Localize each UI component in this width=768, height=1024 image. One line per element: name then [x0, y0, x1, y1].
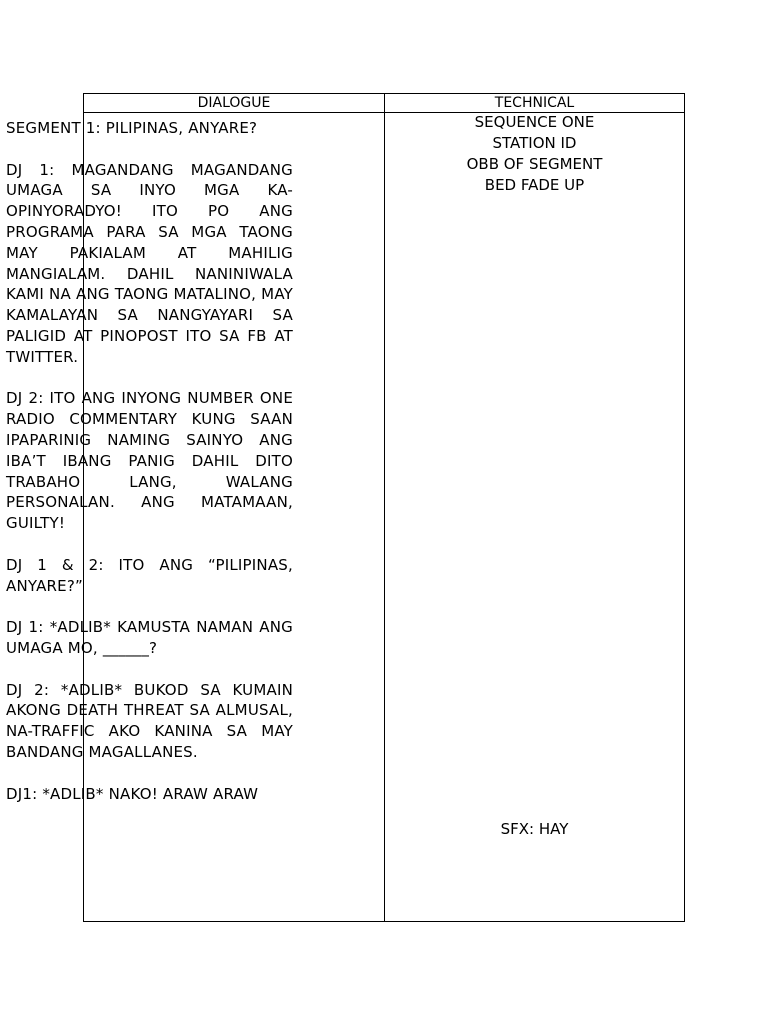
column-divider: [384, 94, 385, 921]
technical-cue: OBB OF SEGMENT: [466, 155, 603, 173]
technical-sfx-cue: SFX: HAY: [500, 820, 569, 838]
dialogue-column-header: DIALOGUE: [197, 95, 271, 111]
technical-column-header: TECHNICAL: [494, 95, 575, 111]
dialogue-line: DJ 2: *ADLIB* BUKOD SA KUMAIN AKONG DEATH THREAT SA ALMUSAL, NA-TRAFFIC AKO KANINA SA MAY BANDANG MAGALLANES.: [6, 680, 293, 761]
dialogue-line: DJ 1: *ADLIB* KAMUSTA NAMAN ANG UMAGA MO, ______?: [6, 618, 293, 657]
technical-cue: SEQUENCE ONE: [474, 113, 595, 131]
dialogue-line: DJ 1 & 2: ITO ANG “PILIPINAS, ANYARE?”: [6, 555, 293, 595]
dialogue-line: DJ1: *ADLIB* NAKO! ARAW ARAW: [6, 784, 259, 803]
dialogue-column: [6, 118, 293, 825]
technical-cue: BED FADE UP: [484, 176, 585, 194]
technical-cues: [385, 112, 684, 196]
dialogue-line: DJ 2: ITO ANG INYONG NUMBER ONE RADIO COMMENTARY KUNG SAAN IPAPARINIG NAMING SAINYO ANG IBA’T IBANG PANIG DAHIL DITO TRABAHO LANG, WALANG PERSONALAN. ANG MATAMAAN, GUILTY!: [6, 389, 293, 533]
technical-cue: STATION ID: [492, 134, 577, 152]
dialogue-line: DJ 1: MAGANDANG MAGANDANG UMAGA SA INYO MGA KA-OPINYORADYO! ITO PO ANG PROGRAMA PARA SA MGA TAONG MAY PAKIALAM AT MAHILIG MANGIALAM. DAHIL NANINIWALA KAMI NA ANG TAONG MATALINO, MAY KAMALAYAN SA NANGYAYARI SA PALIGID AT PINOPOST ITO SA FB AT TWITTER.: [6, 160, 293, 366]
segment-title: SEGMENT 1: PILIPINAS, ANYARE?: [6, 119, 258, 137]
